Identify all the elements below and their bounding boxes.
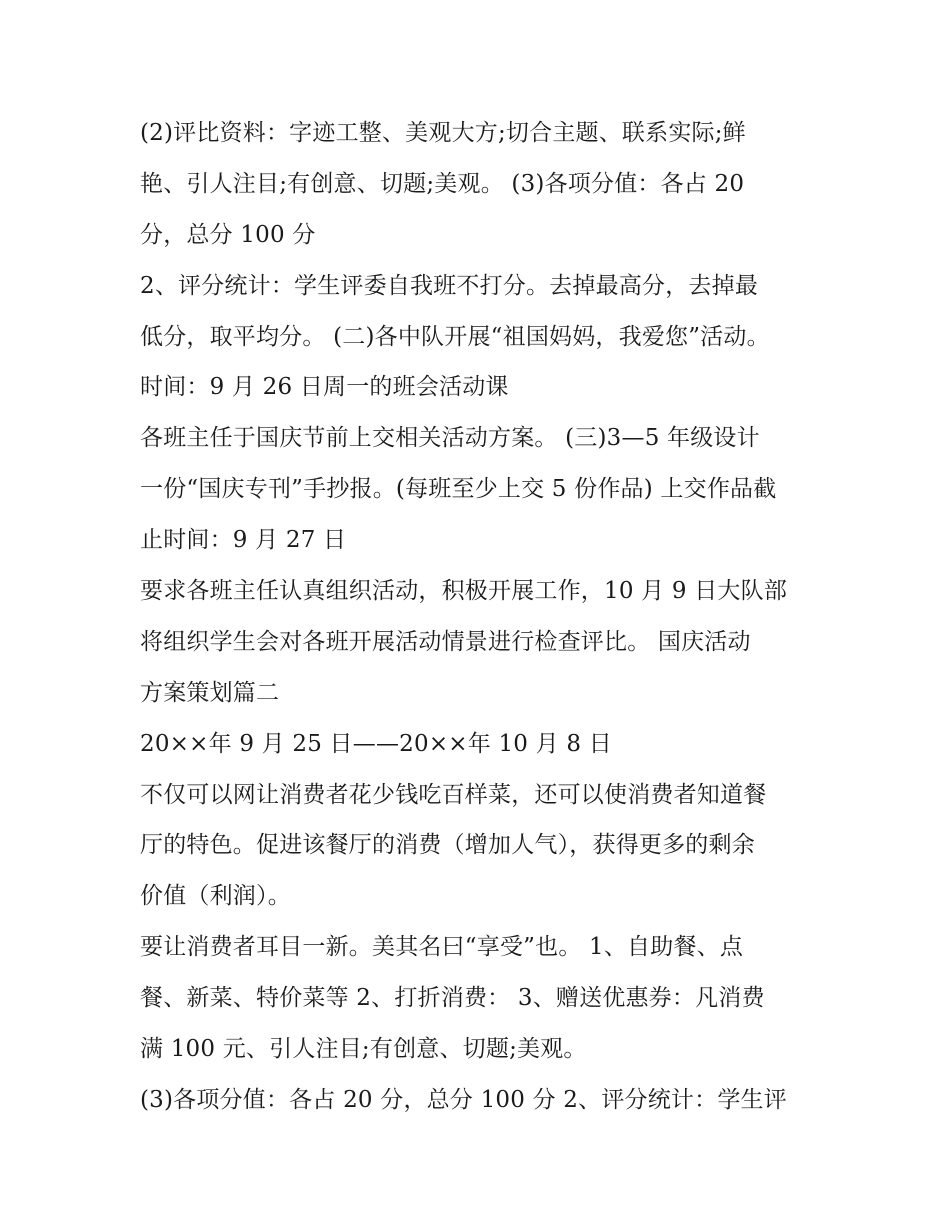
text-line: 低分，取平均分。 (二)各中队开展“祖国妈妈，我爱您”活动。: [140, 323, 770, 350]
text-line: 要求各班主任认真组织活动，积极开展工作，10 月 9 日大队部: [140, 578, 788, 605]
text-line: 不仅可以网让消费者花少钱吃百样菜，还可以使消费者知道餐: [140, 781, 767, 808]
document-body: [140, 108, 830, 1126]
text-line: 厅的特色。促进该餐厅的消费（增加人气），获得更多的剩余: [140, 832, 755, 859]
text-line: 要让消费者耳目一新。美其名曰“享受”也。 1、自助餐、点: [140, 934, 744, 961]
text-line: (2)评比资料：字迹工整、美观大方;切合主题、联系实际;鲜: [140, 120, 746, 146]
date-range: 20××年 9 月 25 日——20××年 10 月 8 日: [140, 730, 612, 757]
text-line: (3)各项分值：各占 20 分，总分 100 分 2、评分统计：学生评: [140, 1086, 787, 1113]
text-line: 一份“国庆专刊”手抄报。(每班至少上交 5 份作品) 上交作品截: [140, 476, 777, 503]
section-heading: 方案策划篇二: [140, 679, 280, 706]
text-line: 时间：9 月 26 日周一的班会活动课: [140, 374, 509, 401]
text-line: 满 100 元、引人注目;有创意、切题;美观。: [140, 1036, 587, 1063]
text-line: 分，总分 100 分: [140, 221, 316, 248]
text-line: 价值（利润）。: [140, 883, 291, 910]
text-line: 餐、新菜、特价菜等 2、打折消费： 3、赠送优惠券：凡消费: [140, 985, 765, 1012]
text-line: 2、评分统计：学生评委自我班不打分。去掉最高分，去掉最: [140, 272, 759, 299]
text-line: 将组织学生会对各班开展活动情景进行检查评比。 国庆活动: [140, 628, 751, 655]
text-line: 各班主任于国庆节前上交相关活动方案。 (三)3—5 年级设计: [140, 425, 760, 452]
text-line: 艳、引人注目;有创意、切题;美观。 (3)各项分值：各占 20: [140, 170, 745, 197]
text-line: 止时间：9 月 27 日: [140, 527, 347, 554]
